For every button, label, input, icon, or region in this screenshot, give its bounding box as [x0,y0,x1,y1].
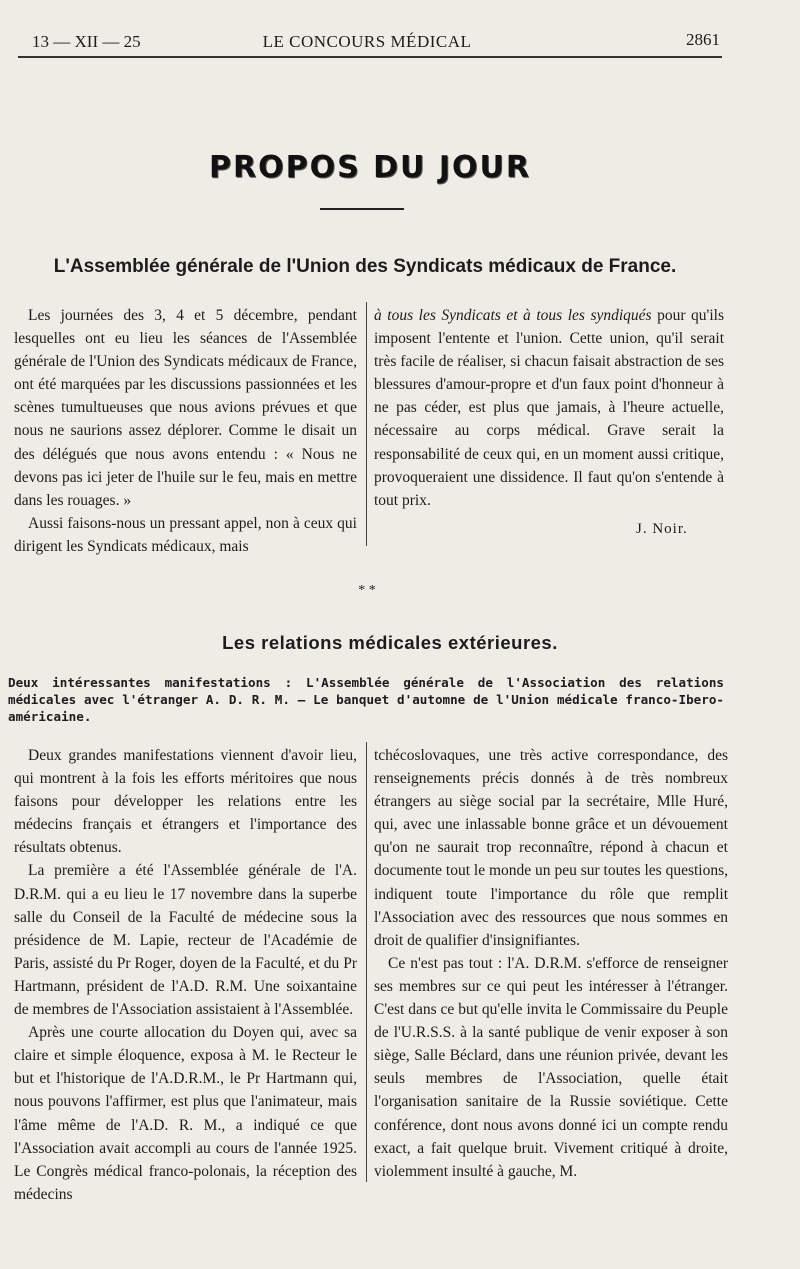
paragraph: Aussi faisons-nous un pressant appel, non à ceux qui dirigent les Syndicats médicaux, mais [14,514,357,555]
article1-column-right [374,304,724,512]
signature: J. Noir. [636,521,688,537]
paragraph: pour qu'ils imposent l'entente et l'union. Cette union, qu'il serait très facile de réaliser, si chacun faisait abstraction de ses blessures d'amour-propre et d'un faux point d'honneur à ne pas céder, est plus que jamais, à l'heure actuelle, nécessaire au corps médical. Grave serait la responsabilité de ceux qui, en un moment aussi critique, provoqueraient une dissidence. Il faut qu'on s'entende à tout prix. [374,307,724,509]
column-rule [366,302,367,546]
column-rule [366,742,367,1182]
section-title: PROPOS DU JOUR [209,150,531,185]
paragraph: Deux grandes manifestations viennent d'avoir lieu, qui montrent à la fois les efforts méritoires que nous faisons pour développer les relations entre les médecins français et étrangers et l'importance des résultats obtenus. [14,747,357,857]
article2-subheading: Deux intéressantes manifestations : L'Assemblée générale de l'Association des relations médicales avec l'étranger A. D. R. M. — Le banquet d'automne de l'Union médicale franco-Ibero-américaine. [8,675,724,724]
journal-title: LE CONCOURS MÉDICAL [262,32,472,51]
title-rule [320,208,404,210]
paragraph: tchécoslovaques, une très active correspondance, des renseignements précis donnés à de très nombreux étrangers au siège social par la secrétaire, Mlle Huré, qui, avec une inlassable bonne grâce et un dévouement qu'on ne saurait trop reconnaître, répond à chacun et documente tout le monde un peu sur toutes les questions, indiquent toute l'importance du rôle que remplit l'Association avec des ressources que nous sommes en droit de qualifier d'insignifiantes. [374,747,728,949]
article2-column-left [14,744,357,1206]
running-head [14,28,720,54]
page-number: 2861 [686,30,720,49]
paragraph: La première a été l'Assemblée générale de l'A. D.R.M. qui a eu lieu le 17 novembre dans la superbe salle du Conseil de la Faculté de médecine sous la présidence de M. Lapie, recteur de l'Académie de Paris, assisté du Pr Roger, doyen de la Faculté, et du Pr Hartmann, président de l'A.D. R.M. Une soixantaine de membres de l'Association assistaient à l'Assemblée. [14,862,357,1019]
paragraph: Ce n'est pas tout : l'A. D.R.M. s'efforce de renseigner ses membres sur ce qui peut les intéresser à l'étranger. C'est dans ce but qu'elle invita le Commissaire du Peuple de l'U.R.S.S. à la santé publique de venir exposer à son siège, Salle Béclard, dans une réunion privée, devant les seuls membres de l'Association, quelle était l'organisation sanitaire de la Russie soviétique. Cette conférence, dont nous avons donné ici un compte rendu exact, a fait quelque bruit. Vivement critiqué à droite, violemment insulté à gauche, M. [374,954,728,1180]
article2-heading: Les relations médicales extérieures. [222,632,558,653]
paragraph: Après une courte allocation du Doyen qui, avec sa claire et simple éloquence, exposa à M. le Recteur le but et l'historique de l'A.D.R.M., le Pr Hartmann qui, nous pouvons l'affirmer, est plus que l'animateur, mais l'âme même de l'A.D. R. M., a indiqué ce que l'Association avait accompli au cours de l'année 1925. Le Congrès médical franco-polonais, la réception des médecins [14,1024,357,1203]
article2-column-right [374,744,728,1183]
asterism: * * [358,583,376,598]
italic-phrase: à tous les Syndicats et à tous les syndiqués [374,307,652,324]
paragraph: Les journées des 3, 4 et 5 décembre, pendant lesquelles ont eu lieu les séances de l'Assemblée générale de l'Union des Syndicats médicaux de France, ont été marquées par les discussions passionnées et les scènes tumultueuses que nous avions prévues et que nous ne saurions assez déplorer. Comme le disait un des délégués que nous avons entendu : « Nous ne devons pas ici jeter de l'huile sur le feu, mais en mettre dans les rouages. » [14,307,357,509]
article-heading: L'Assemblée générale de l'Union des Syndicats médicaux de France. [53,256,677,277]
header-rule [18,56,722,58]
article1-column-left [14,304,357,558]
issue-date: 13 — XII — 25 [32,32,141,51]
